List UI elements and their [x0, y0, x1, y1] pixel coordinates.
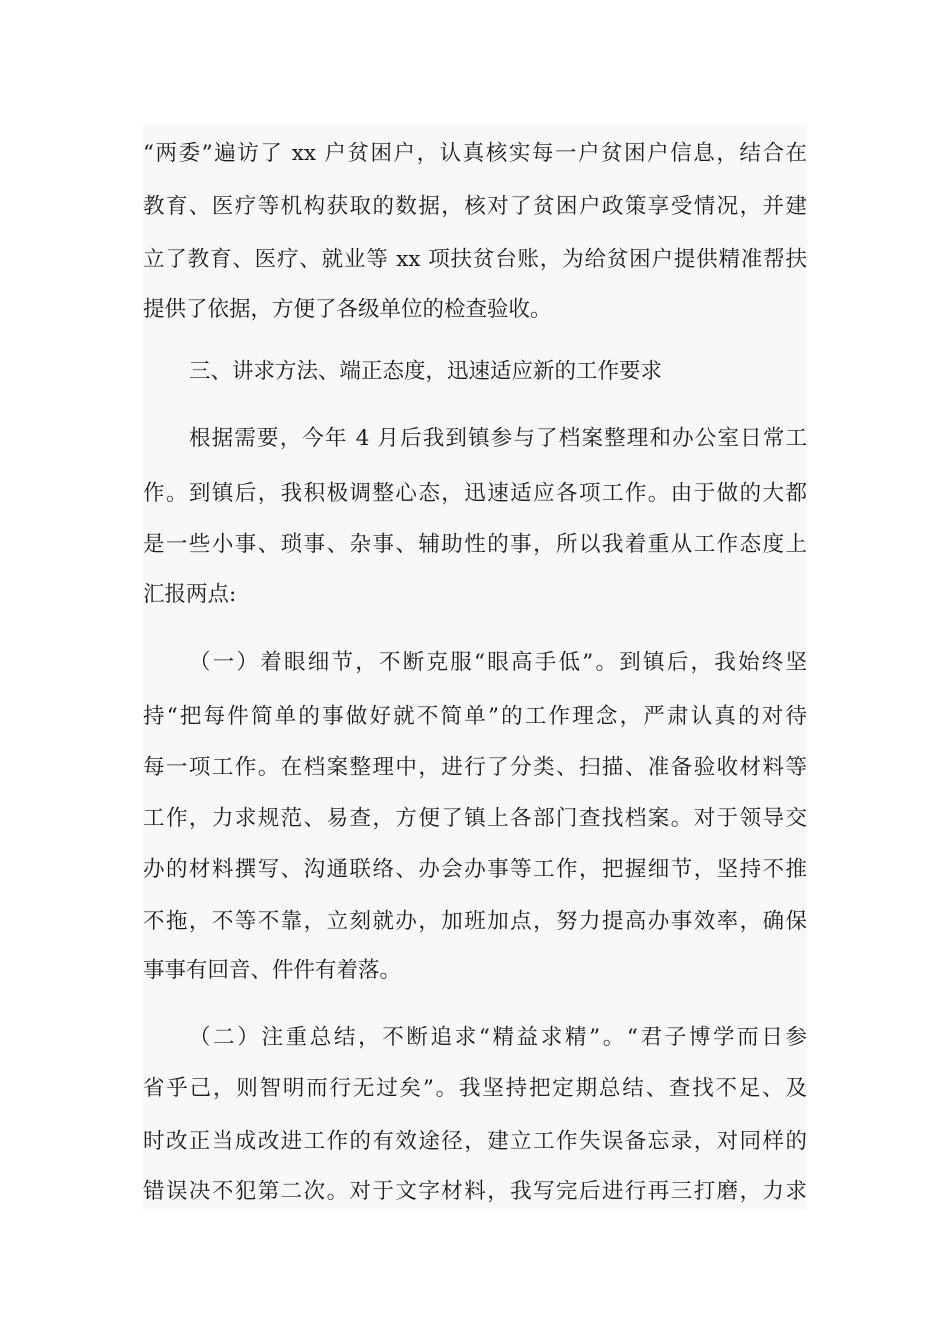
paragraph-line: 汇报两点:: [143, 582, 237, 607]
section-heading: 三、讲求方法、端正态度，迅速适应新的工作要求: [189, 359, 663, 384]
paragraph-line: 每一项工作。在档案整理中，进行了分类、扫描、准备验收材料等: [143, 755, 807, 780]
paragraph-line: 省乎己，则智明而行无过矣”。我坚持把定期总结、查找不足、及: [143, 1076, 807, 1101]
document-body: [143, 124, 807, 1210]
paragraph-line: 工作，力求规范、易查，方便了镇上各部门查找档案。对于领导交: [143, 806, 807, 831]
paragraph-line: 作。到镇后，我积极调整心态，迅速适应各项工作。由于做的大都: [143, 481, 807, 506]
paragraph-line: 时改正当成改进工作的有效途径，建立工作失误备忘录，对同样的: [143, 1129, 807, 1154]
paragraph-line: 提供了依据，方便了各级单位的检查验收。: [143, 297, 552, 322]
paragraph-line: “两委”遍访了 xx 户贫困户，认真核实每一户贫困户信息，结合在: [143, 141, 807, 166]
paragraph-line: 事事有回音、件件有着落。: [143, 958, 402, 983]
paragraph-line: 根据需要，今年 4 月后我到镇参与了档案整理和办公室日常工: [189, 426, 807, 451]
paragraph-line: 错误决不犯第二次。对于文字材料，我写完后进行再三打磨，力求: [143, 1179, 807, 1204]
paragraph-line: 持“把每件简单的事做好就不简单”的工作理念，严肃认真的对待: [143, 704, 807, 729]
paragraph-line: 不拖，不等不靠，立刻就办，加班加点，努力提高办事效率，确保: [143, 909, 807, 934]
paragraph-line: （一）着眼细节，不断克服“眼高手低”。到镇后，我始终坚: [189, 650, 807, 675]
paragraph-line: 办的材料撰写、沟通联络、办会办事等工作，把握细节，坚持不推: [143, 857, 807, 882]
paragraph-line: （二）注重总结，不断追求“精益求精”。“君子博学而日参: [189, 1025, 807, 1050]
paragraph-line: 是一些小事、琐事、杂事、辅助性的事，所以我着重从工作态度上: [143, 532, 807, 557]
paragraph-line: 立了教育、医疗、就业等 xx 项扶贫台账，为给贫困户提供精准帮扶: [143, 247, 807, 272]
paragraph-line: 教育、医疗等机构获取的数据，核对了贫困户政策享受情况，并建: [143, 194, 807, 219]
